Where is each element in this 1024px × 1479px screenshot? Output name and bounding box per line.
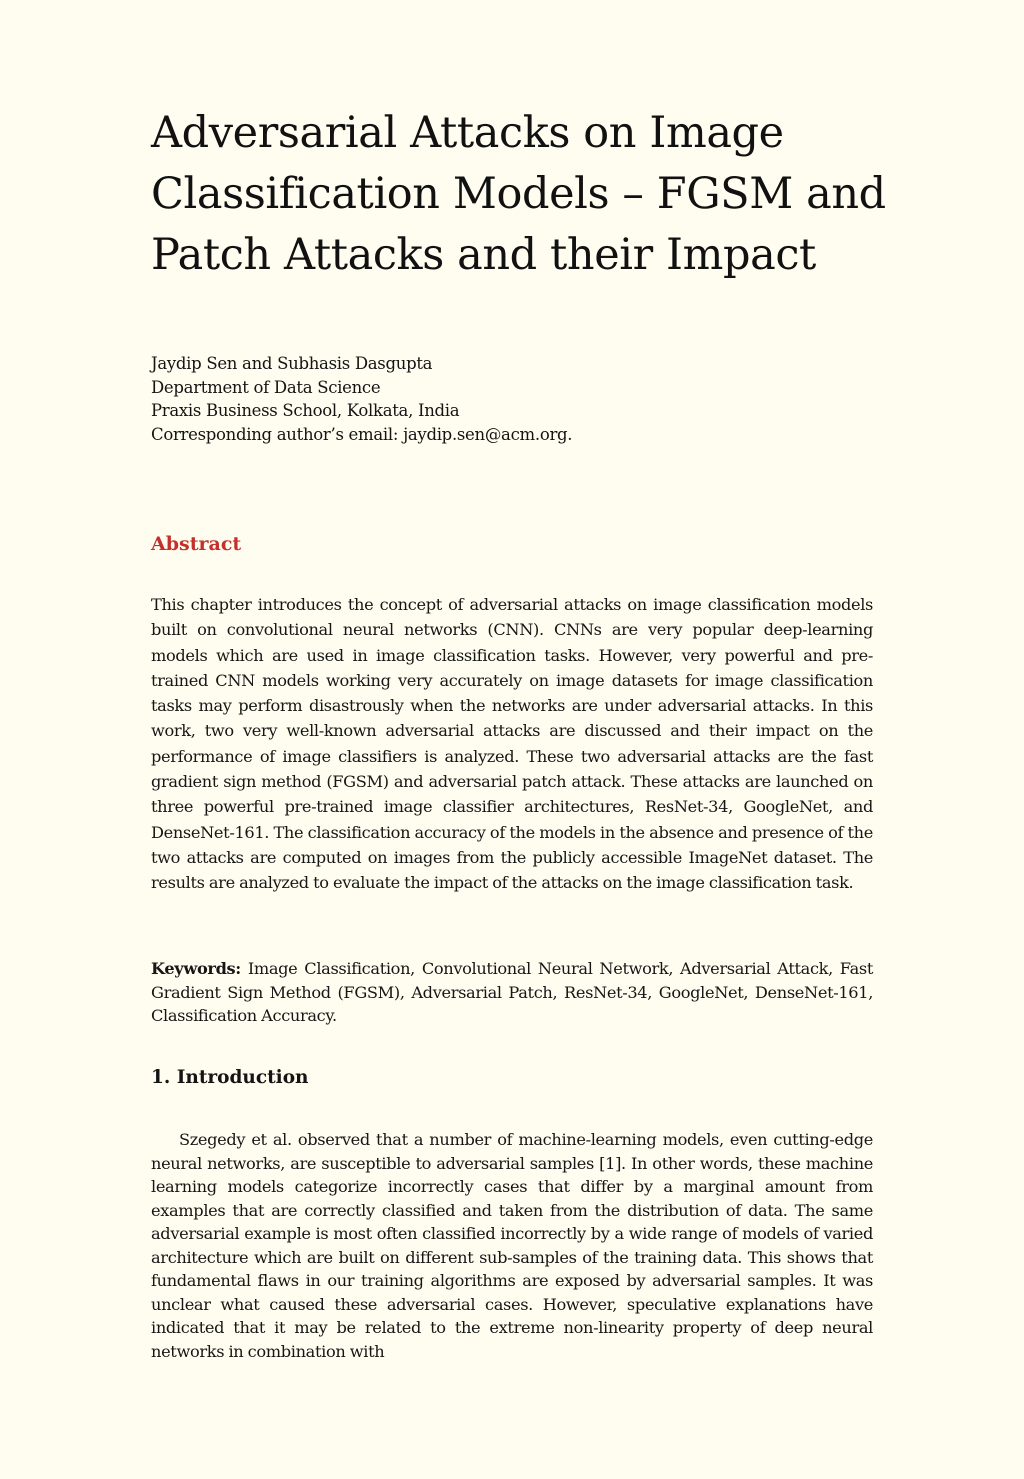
author-institution: Praxis Business School, Kolkata, India xyxy=(151,401,460,420)
title-line: Patch Attacks and their Impact xyxy=(151,230,816,280)
author-names: Jaydip Sen and Subhasis Dasgupta xyxy=(151,354,433,373)
introduction-body: Szegedy et al. observed that a number of machine-learning models, even cutting-edge neural networks, are susceptible to adversarial samples [1]. In other words, these machine learning models categorize incorrectly cases that differ by a marginal amount from examples that are correctly classified and taken from the distribution of data. The same adversarial example is most often classified incorrectly by a wide range of models of varied architecture which are built on different sub-samples of the training data. This shows that fundamental flaws in our training algorithms are exposed by adversarial samples. It was unclear what caused these adversarial cases. However, speculative explanations have indicated that it may be related to the extreme non-linearity property of deep neural networks in combination with xyxy=(151,1130,873,1361)
keywords xyxy=(151,957,873,1028)
abstract-body: This chapter introduces the concept of adversarial attacks on image classification models built on convolutional neural networks (CNN). CNNs are very popular deep-learning models which are used in image classification tasks. However, very powerful and pre-trained CNN models working very accurately on image datasets for image classification tasks may perform disastrously when the networks are under adversarial attacks. In this work, two very well-known adversarial attacks are discussed and their impact on the performance of image classifiers is analyzed. These two adversarial attacks are the fast gradient sign method (FGSM) and adversarial patch attack. These attacks are launched on three powerful pre-trained image classifier architectures, ResNet-34, GoogleNet, and DenseNet-161. The classification accuracy of the models in the absence and presence of the two attacks are computed on images from the publicly accessible ImageNet dataset. The results are analyzed to evaluate the impact of the attacks on the image classification task. xyxy=(151,595,873,893)
abstract-heading: Abstract xyxy=(151,533,242,555)
paper-title xyxy=(151,103,886,286)
title-line: Adversarial Attacks on Image xyxy=(151,108,784,158)
author-email: Corresponding author’s email: jaydip.sen@acm.org. xyxy=(151,424,573,444)
author-department: Department of Data Science xyxy=(151,377,381,397)
section-heading-introduction: 1. Introduction xyxy=(151,1067,309,1088)
author-block xyxy=(151,352,873,446)
keywords-label: Keywords: xyxy=(151,959,241,978)
keywords-text: Image Classification, Convolutional Neural Network, Adversarial Attack, Fast Gradient Sign Method (FGSM), Adversarial Patch, ResNet-34, GoogleNet, DenseNet-161, Classification Accuracy. xyxy=(151,959,873,1025)
title-line: Classification Models – FGSM and xyxy=(151,169,886,219)
